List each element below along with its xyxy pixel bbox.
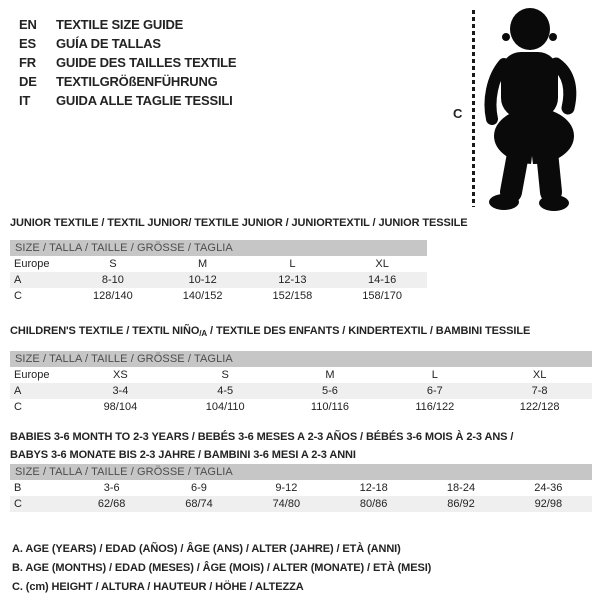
row-label: C	[14, 290, 22, 302]
section-title-text: / TEXTILE DES ENFANTS / KINDERTEXTIL / BAMBINI TESSILE	[207, 325, 531, 337]
language-legend	[19, 15, 236, 110]
age-value: 5-6	[322, 385, 338, 397]
row-label: Europe	[14, 258, 50, 270]
height-value: 152/158	[272, 290, 313, 302]
language-label: GUIDA ALLE TAGLIE TESSILI	[56, 93, 233, 108]
size-value: L	[289, 258, 296, 270]
size-value: L	[431, 369, 438, 381]
language-row-de	[19, 72, 236, 91]
age-value: 6-9	[191, 482, 207, 494]
footnote-age-months: B. AGE (MONTHS) / EDAD (MESES) / ÂGE (MOIS) / ALTER (MONATE) / ETÀ (MESI)	[12, 562, 432, 574]
footnote-height: C. (cm) HEIGHT / ALTURA / HAUTEUR / HÖHE / ALTEZZA	[12, 581, 304, 593]
age-value: 4-5	[217, 385, 234, 397]
age-value: 12-13	[278, 274, 307, 286]
size-value: M	[325, 369, 335, 381]
table-row	[10, 383, 592, 399]
age-value: 10-12	[188, 274, 217, 286]
height-value: 128/140	[92, 290, 133, 302]
section-children-textile	[10, 322, 592, 415]
height-value: 86/92	[447, 498, 475, 510]
height-value: 116/122	[415, 401, 455, 413]
table-row	[10, 272, 427, 288]
size-value: S	[109, 258, 117, 270]
height-value: 110/116	[310, 401, 350, 413]
age-value: 3-6	[103, 482, 120, 494]
table-row	[10, 288, 427, 304]
row-label: B	[14, 482, 22, 494]
size-value: XS	[113, 369, 128, 381]
age-value: 3-4	[112, 385, 129, 397]
height-value: 92/98	[534, 498, 563, 510]
age-value: 7-8	[531, 385, 548, 397]
footnote-legend	[12, 540, 431, 597]
language-row-es	[19, 34, 236, 53]
age-value: 18-24	[446, 482, 476, 494]
size-value: S	[221, 369, 229, 381]
language-label: TEXTILE SIZE GUIDE	[56, 17, 184, 32]
language-row-fr	[19, 53, 236, 72]
table-row	[10, 256, 427, 272]
height-value: 62/68	[97, 498, 126, 510]
section-title-line1: BABIES 3-6 MONTH TO 2-3 YEARS / BEBÉS 3-6 MESES A 2-3 AÑOS / BÉBÉS 3-6 MOIS À 2-3 ANS /	[10, 431, 514, 443]
language-label: GUÍA DE TALLAS	[56, 36, 161, 51]
size-header-bar: SIZE / TALLA / TAILLE / GRÖSSE / TAGLIA	[10, 464, 592, 480]
section-babies-textile	[10, 428, 592, 512]
height-value: 68/74	[185, 498, 213, 510]
age-value: 6-7	[426, 385, 443, 397]
language-code: FR	[19, 55, 36, 70]
table-row	[10, 399, 592, 415]
section-title	[10, 428, 592, 464]
size-value: XL	[532, 369, 547, 381]
language-row-en	[19, 15, 236, 34]
language-code: IT	[19, 93, 31, 108]
height-value: 140/152	[182, 290, 223, 302]
row-label: A	[14, 274, 22, 286]
language-code: DE	[19, 74, 37, 89]
toddler-silhouette-image	[484, 6, 586, 212]
height-measure-label: C	[453, 106, 463, 121]
row-label: C	[14, 498, 22, 510]
section-title: JUNIOR TEXTILE / TEXTIL JUNIOR/ TEXTILE JUNIOR / JUNIORTEXTIL / JUNIOR TESSILE	[10, 217, 468, 229]
section-title-subscript: /A	[199, 329, 208, 338]
table-row	[10, 480, 592, 496]
size-value: XL	[375, 258, 389, 270]
language-label: TEXTILGRÖßENFÜHRUNG	[56, 74, 218, 89]
height-measure-dotted-line	[472, 10, 475, 207]
height-value: 80/86	[359, 498, 388, 510]
height-value: 104/110	[205, 401, 245, 413]
age-value: 24-36	[534, 482, 563, 494]
language-row-it	[19, 91, 236, 110]
age-value: 12-18	[359, 482, 388, 494]
language-code: ES	[19, 36, 36, 51]
size-value: M	[198, 258, 208, 270]
table-row	[10, 496, 592, 512]
age-value: 8-10	[101, 274, 124, 286]
row-label: Europe	[14, 369, 50, 381]
height-value: 98/104	[103, 401, 138, 413]
section-title-text: CHILDREN'S TEXTILE / TEXTIL NIÑO	[10, 325, 200, 337]
section-title-line2: BABYS 3-6 MONATE BIS 2-3 JAHRE / BAMBINI 3-6 MESI A 2-3 ANNI	[10, 449, 356, 461]
height-value: 74/80	[272, 498, 301, 510]
height-value: 158/170	[362, 290, 402, 302]
age-value: 9-12	[275, 482, 298, 494]
row-label: A	[14, 385, 22, 397]
row-label: C	[14, 401, 22, 413]
section-junior-textile	[10, 214, 468, 304]
height-value: 122/128	[519, 401, 560, 413]
size-header-bar: SIZE / TALLA / TAILLE / GRÖSSE / TAGLIA	[10, 240, 427, 256]
language-label: GUIDE DES TAILLES TEXTILE	[56, 55, 237, 70]
table-row	[10, 367, 592, 383]
size-header-bar: SIZE / TALLA / TAILLE / GRÖSSE / TAGLIA	[10, 351, 592, 367]
footnote-age-years: A. AGE (YEARS) / EDAD (AÑOS) / ÂGE (ANS) / ALTER (JAHRE) / ETÀ (ANNI)	[12, 543, 401, 555]
language-code: EN	[19, 17, 37, 32]
section-title	[10, 322, 592, 343]
age-value: 14-16	[368, 274, 397, 286]
